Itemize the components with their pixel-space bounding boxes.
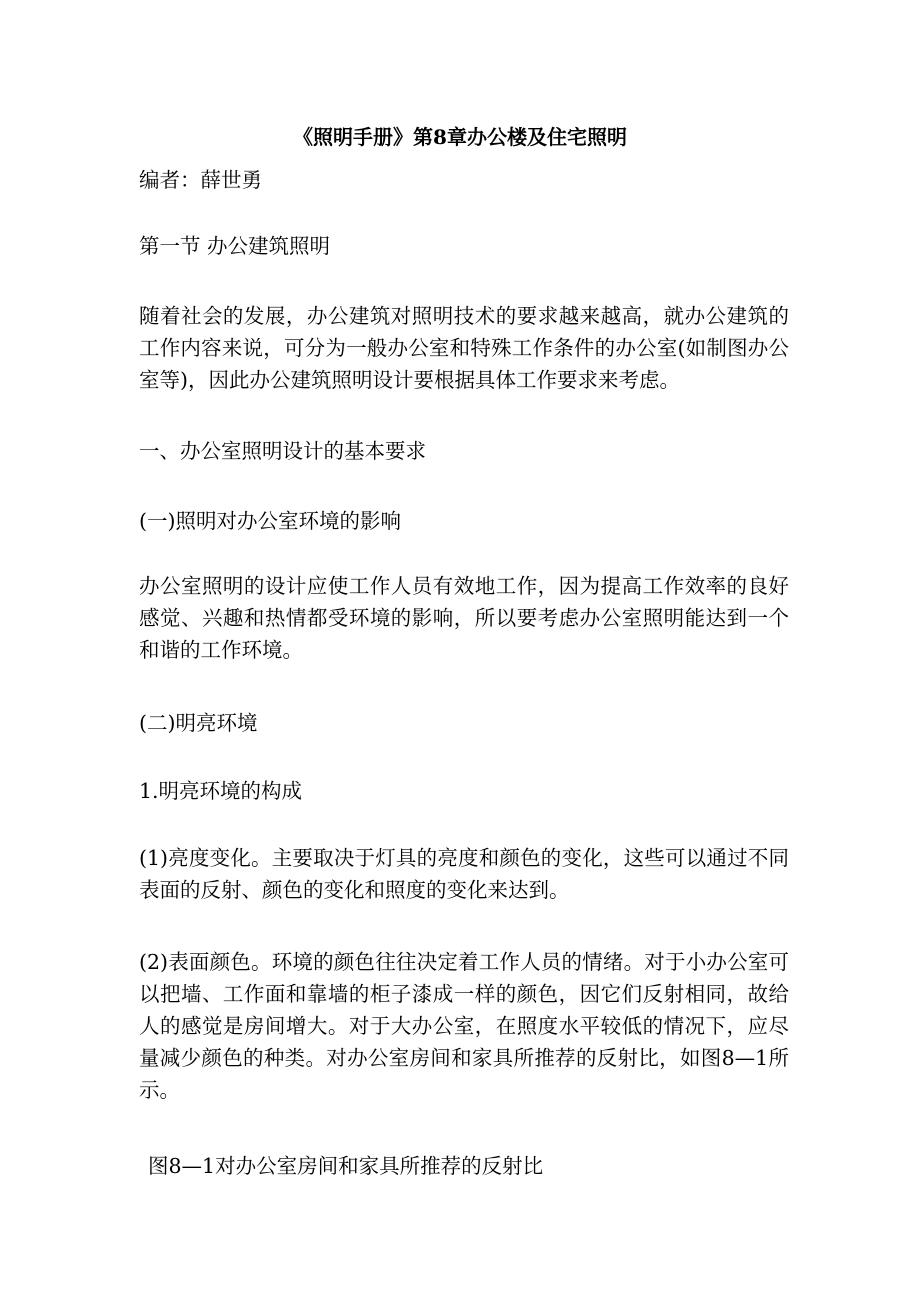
intro-paragraph: 随着社会的发展，办公建筑对照明技术的要求越来越高，就办公建筑的工作内容来说，可分为一般办公室和特殊工作条件的办公室(如制图办公室等)，因此办公建筑照明设计要根据具体工作要求来考虑。 [139,304,789,392]
list-item-surface-color: (2)表面颜色。环境的颜色往往决定着工作人员的情绪。对于小办公室可以把墙、工作面和靠墙的柜子漆成一样的颜色，因它们反射相同，故给人的感觉是房间增大。对于大办公室，在照度水平较低的情况下，应尽量减少颜色的种类。对办公室房间和家具所推荐的反射比，如图8—1所示。 [139,950,789,1102]
paragraph-lighting-influence: 办公室照明的设计应使工作人员有效地工作，因为提高工作效率的良好感觉、兴趣和热情都受环境的影响，所以要考虑办公室照明能达到一个和谐的工作环境。 [139,574,789,662]
document-title: 《照明手册》第8章办公楼及住宅照明 [293,125,627,149]
section-heading: 第一节 办公建筑照明 [139,234,331,258]
subheading-lighting-influence: (一)照明对办公室环境的影响 [139,509,401,533]
subheading-bright-environment: (二)明亮环境 [139,711,258,735]
subheading-bright-environment-composition: 1.明亮环境的构成 [139,779,303,803]
heading-basic-requirements: 一、办公室照明设计的基本要求 [139,439,426,463]
list-item-luminance-variation: (1)亮度变化。主要取决于灯具的亮度和颜色的变化，这些可以通过不同表面的反射、颜色的变化和照度的变化来达到。 [139,846,789,902]
author-line: 编者：薛世勇 [139,168,262,192]
figure-caption: 图8—1对办公室房间和家具所推荐的反射比 [148,1154,544,1178]
